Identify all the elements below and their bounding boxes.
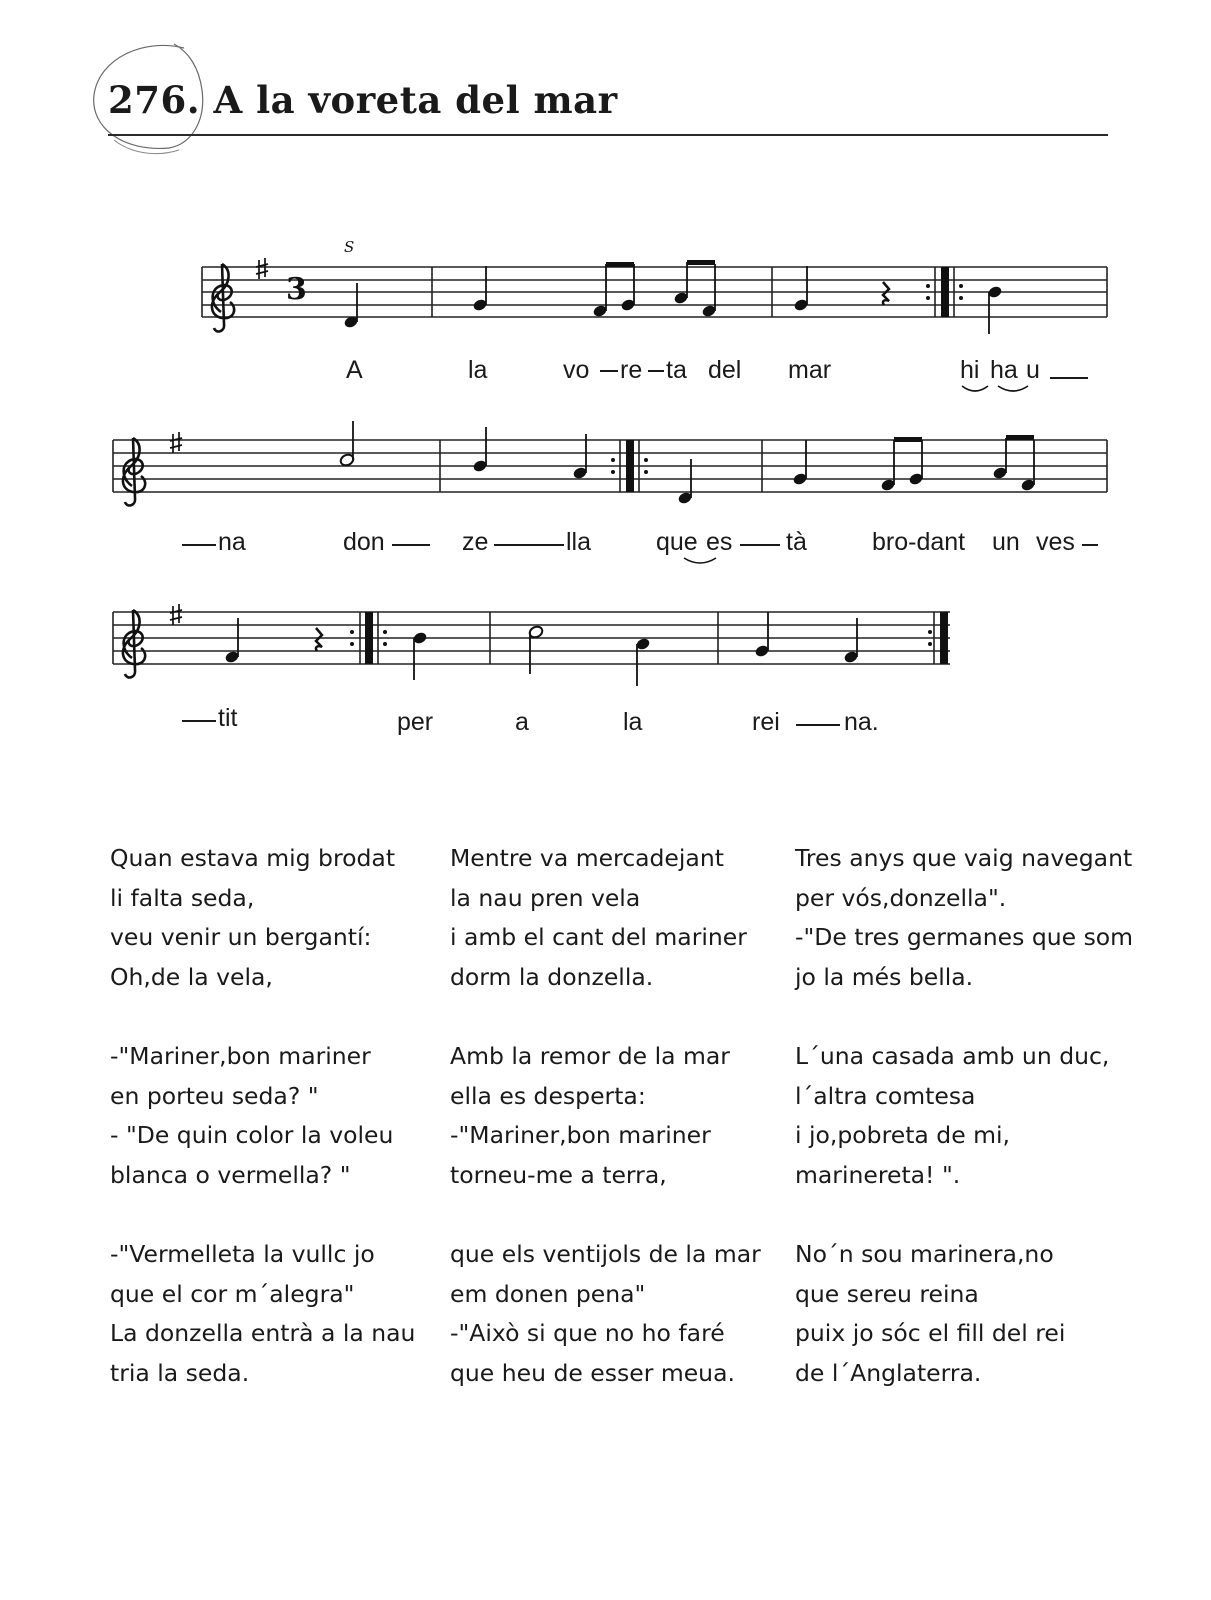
verse-line: que heu de esser meua. [450,1358,735,1387]
verse-column-1 [110,839,415,1393]
verse-line: i amb el cant del mariner [450,923,747,951]
lyric-syllable: rei [752,708,780,736]
verse-line: -"Mariner,bon mariner [110,1042,371,1070]
tempo-mark: S [344,238,355,256]
verse-line: La donzella entrà a la nau [110,1319,416,1347]
lyric-hyphen [1082,544,1098,546]
verse-line: l´altra comtesa [795,1081,976,1110]
lyric-syllable: del [708,356,742,384]
lyric-syllable: hi [960,356,980,384]
verse-line: Quan estava mig brodat [110,844,396,872]
verse-line: torneu-me a terra, [450,1160,667,1189]
verse-line: Mentre va mercadejant [450,844,724,872]
lyric-syllable: a [515,708,529,736]
lyric-syllable: ha [990,356,1018,384]
verse-line: jo la més bella. [795,962,974,991]
verse-line: Amb la remor de la mar [450,1042,730,1070]
verse-line: -"De tres germanes que som [795,923,1134,951]
lyric-syllable: na [218,528,246,556]
lyric-syllable: vo [563,356,590,384]
verse-line: tria la seda. [110,1358,250,1387]
lyric-syllable: re [620,356,643,384]
lyric-syllable: bro-dant [872,528,966,556]
lyric-hyphen [648,370,664,372]
verse-line: - "De quin color la voleu [110,1121,394,1149]
verse-line: em donen pena" [450,1279,646,1308]
lyric-syllable: la [468,356,488,384]
lyric-syllable: es [706,528,733,556]
lyric-syllable: lla [566,528,592,556]
verse-line: per vós,donzella". [795,883,1007,912]
verse-line: L´una casada amb un duc, [795,1042,1110,1070]
lyric-extender [796,724,840,726]
verse-line: que sereu reina [795,1279,979,1308]
staff-system-3 [113,604,950,686]
lyric-syllable: la [623,708,643,736]
verse-line: en porteu seda? " [110,1081,319,1110]
lyric-extender [392,544,430,546]
staff-system-2 [113,421,1107,505]
verse-line: i jo,pobreta de mi, [795,1121,1011,1149]
lyric-syllable: tà [786,528,807,556]
verse-line: -"Vermelleta la vullc jo [110,1240,375,1268]
lyric-syllable: un [992,528,1020,556]
verse-line: puix jo sóc el fill del rei [795,1319,1066,1347]
verse-line: que els ventijols de la mar [450,1240,761,1268]
lyric-syllable: ves [1036,528,1075,556]
lyric-hyphen [600,370,618,372]
song-number: 276. [108,78,201,122]
verse-line: blanca o vermella? " [110,1160,351,1189]
lyric-syllable: que [656,528,698,556]
lyric-syllable: mar [788,356,832,384]
lyric-syllable: per [397,708,434,736]
lyric-syllable: ze [462,528,489,556]
lyric-syllable: u [1026,356,1040,384]
lyric-syllable: na. [844,708,879,736]
verse-line: No´n sou marinera,no [795,1240,1054,1268]
lyric-syllable: ta [666,356,687,384]
verse-line: marinereta! ". [795,1160,961,1189]
lyric-extender [740,544,780,546]
lyric-syllable: don [343,528,385,556]
verse-line: veu venir un bergantí: [110,923,372,951]
verse-line: Tres anys que vaig navegant [795,844,1133,872]
verse-line: -"Això si que no ho faré [450,1319,725,1347]
verse-line: dorm la donzella. [450,962,654,991]
lyric-elision-slur [680,556,720,570]
lyric-extender [182,720,216,722]
song-name: A la voreta del mar [213,78,618,122]
verse-column-2 [450,839,761,1393]
time-signature: 3 [286,272,307,307]
lyric-elision-slurs [958,384,1038,398]
lyric-syllable: tit [218,704,238,732]
verse-line: que el cor m´alegra" [110,1279,355,1308]
verse-line: li falta seda, [110,883,255,912]
verse-column-3 [795,839,1133,1393]
lyric-extender [494,544,564,546]
verse-line: -"Mariner,bon mariner [450,1121,711,1149]
lyric-extender [182,544,216,546]
staff-system-1 [202,238,1107,334]
lyric-syllable: A [346,356,363,384]
lyric-extender [1050,377,1088,379]
verse-line: la nau pren vela [450,883,641,912]
verse-line: ella es desperta: [450,1081,646,1110]
verse-line: Oh,de la vela, [110,962,273,991]
verse-line: de l´Anglaterra. [795,1358,982,1387]
